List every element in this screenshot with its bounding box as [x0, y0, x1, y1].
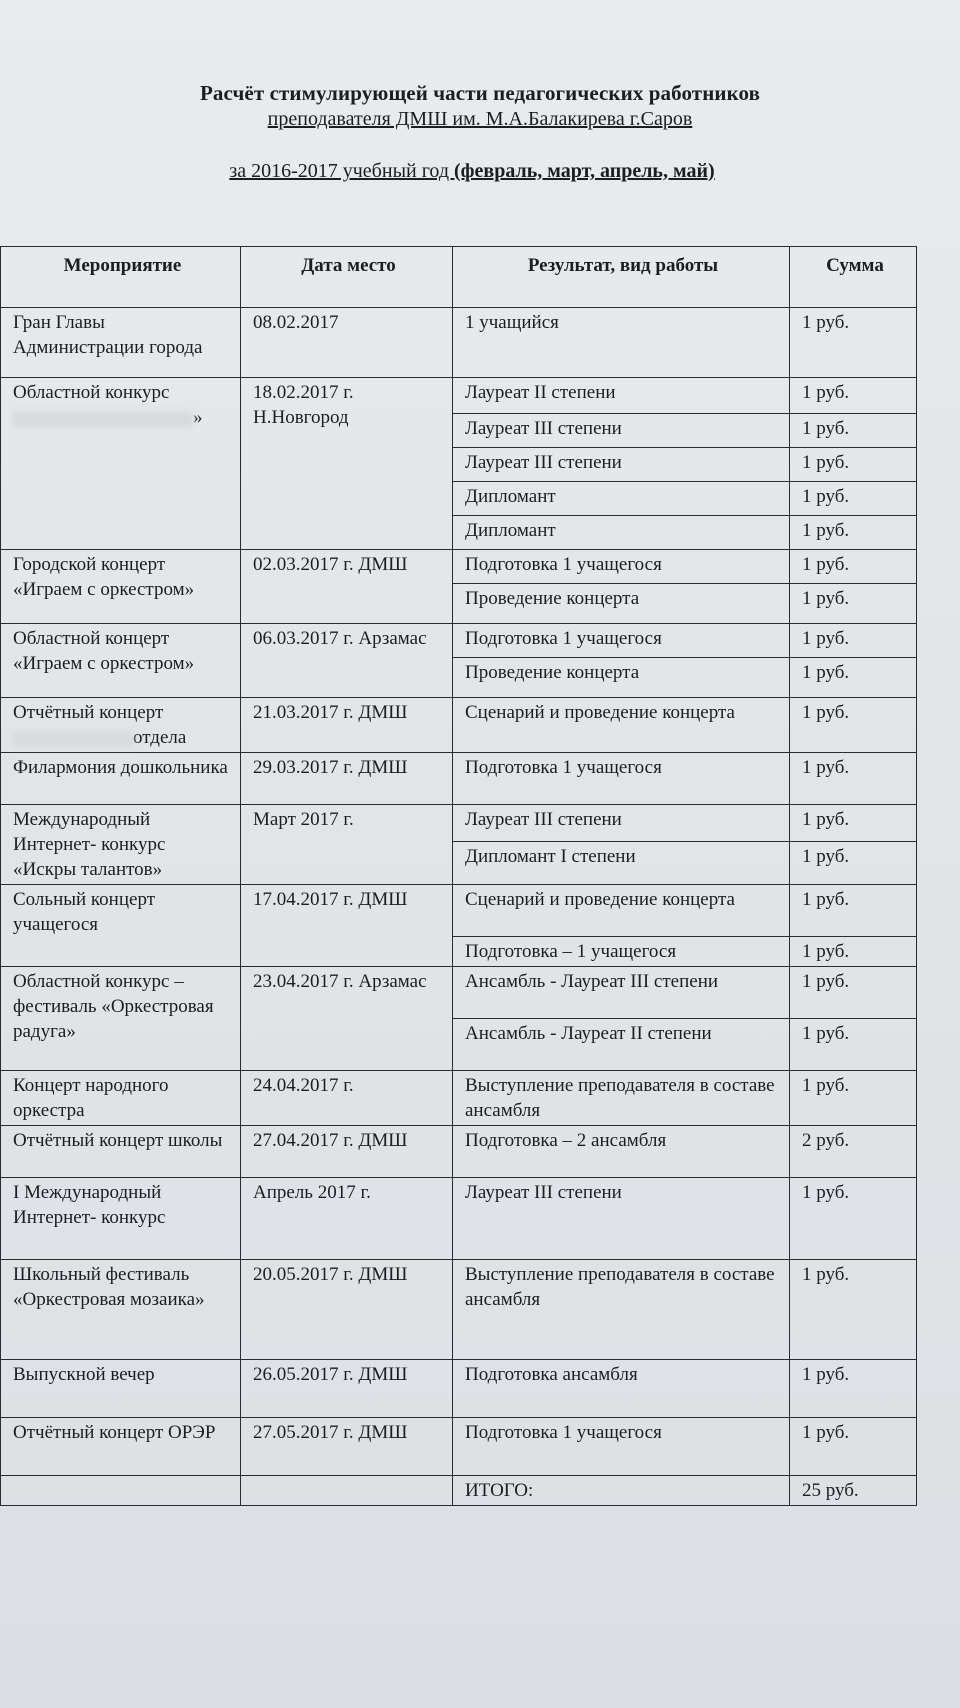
result-text: Подготовка – 2 ансамбля — [453, 1126, 790, 1178]
event-name-cell — [1, 698, 241, 753]
result-text: 1 учащийся — [453, 308, 790, 378]
event-date: 02.03.2017 г. ДМШ — [241, 550, 453, 624]
total-label: ИТОГО: — [453, 1476, 790, 1506]
result-text: Проведение концерта — [453, 584, 790, 624]
document-header — [0, 80, 960, 184]
result-sum: 1 руб. — [790, 937, 917, 967]
result-text: Лауреат III степени — [453, 805, 790, 842]
result-sum: 1 руб. — [790, 1071, 917, 1126]
result-text: Подготовка 1 учащегося — [453, 550, 790, 584]
event-name: Городской концерт «Играем с оркестром» — [13, 554, 195, 600]
table-row — [1, 753, 917, 805]
document-subtitle: преподавателя ДМШ им. М.А.Балакирева г.Саров — [267, 108, 693, 130]
result-text: Лауреат III степени — [453, 1178, 790, 1260]
event-name-cell — [1, 885, 241, 967]
column-header-event: Мероприятие — [1, 247, 241, 308]
event-name-cell — [1, 1071, 241, 1126]
event-name: Выпускной вечер — [13, 1364, 155, 1385]
table-row — [1, 550, 917, 584]
table-row — [1, 624, 917, 658]
result-sum: 1 руб. — [790, 1360, 917, 1418]
result-sum: 1 руб. — [790, 841, 917, 884]
result-sum: 1 руб. — [790, 308, 917, 378]
table-row — [1, 1418, 917, 1476]
result-text: Сценарий и проведение концерта — [453, 698, 790, 753]
event-name-cell — [1, 1360, 241, 1418]
event-date: 17.04.2017 г. ДМШ — [241, 885, 453, 967]
event-date: 08.02.2017 — [241, 308, 453, 378]
table-row — [1, 1071, 917, 1126]
result-text: Подготовка ансамбля — [453, 1360, 790, 1418]
result-sum: 1 руб. — [790, 1178, 917, 1260]
event-name-cell — [1, 624, 241, 698]
result-text: Выступление преподавателя в составе ансамбля — [453, 1071, 790, 1126]
period-prefix: за 2016-2017 учебный год — [229, 160, 455, 182]
event-date: 21.03.2017 г. ДМШ — [241, 698, 453, 753]
column-header-sum: Сумма — [790, 247, 917, 308]
event-name: I Международный Интернет- конкурс — [13, 1182, 166, 1228]
result-text: Дипломант I степени — [453, 841, 790, 884]
event-name-cell — [1, 1178, 241, 1260]
result-sum: 1 руб. — [790, 658, 917, 698]
event-date: Март 2017 г. — [241, 805, 453, 885]
table-row — [1, 885, 917, 937]
total-sum: 25 руб. — [790, 1476, 917, 1506]
table-row — [1, 1260, 917, 1360]
total-row — [1, 1476, 917, 1506]
event-date: 23.04.2017 г. Арзамас — [241, 967, 453, 1071]
event-name: Отчётный концерт школы — [13, 1130, 223, 1151]
result-sum: 1 руб. — [790, 516, 917, 550]
result-text: Сценарий и проведение концерта — [453, 885, 790, 937]
result-text: Лауреат II степени — [453, 378, 790, 414]
table-row — [1, 308, 917, 378]
event-name: Гран Главы Администрации города — [13, 312, 203, 358]
event-date: 18.02.2017 г. Н.Новгород — [241, 378, 453, 550]
result-sum: 1 руб. — [790, 1260, 917, 1360]
result-text: Подготовка – 1 учащегося — [453, 937, 790, 967]
event-date: 20.05.2017 г. ДМШ — [241, 1260, 453, 1360]
result-text: Дипломант — [453, 516, 790, 550]
result-sum: 1 руб. — [790, 584, 917, 624]
redacted-text — [13, 411, 193, 427]
result-text: Подготовка 1 учащегося — [453, 753, 790, 805]
event-name: Областной конкурс — [13, 382, 170, 403]
event-name: Отчётный концерт — [13, 702, 164, 723]
event-date: 29.03.2017 г. ДМШ — [241, 753, 453, 805]
event-name: Школьный фестиваль «Оркестровая мозаика» — [13, 1264, 205, 1310]
table-row — [1, 967, 917, 1019]
total-spacer — [1, 1476, 241, 1506]
result-text: Ансамбль - Лауреат III степени — [453, 967, 790, 1019]
document-title: Расчёт стимулирующей части педагогических работников — [199, 81, 761, 105]
event-name-cell — [1, 753, 241, 805]
redacted-text — [13, 731, 133, 747]
table-row — [1, 1360, 917, 1418]
result-text: Лауреат III степени — [453, 414, 790, 448]
result-sum: 1 руб. — [790, 805, 917, 842]
event-date: Апрель 2017 г. — [241, 1178, 453, 1260]
period-months: (февраль, март, апрель, май) — [454, 160, 715, 182]
column-header-result: Результат, вид работы — [453, 247, 790, 308]
table-row — [1, 1126, 917, 1178]
event-date: 24.04.2017 г. — [241, 1071, 453, 1126]
result-sum: 1 руб. — [790, 753, 917, 805]
result-text: Лауреат III степени — [453, 448, 790, 482]
result-sum: 1 руб. — [790, 550, 917, 584]
column-header-date: Дата место — [241, 247, 453, 308]
result-sum: 1 руб. — [790, 1418, 917, 1476]
result-text: Подготовка 1 учащегося — [453, 1418, 790, 1476]
result-text: Ансамбль - Лауреат II степени — [453, 1019, 790, 1071]
result-sum: 1 руб. — [790, 1019, 917, 1071]
event-name-cell — [1, 1418, 241, 1476]
table-row — [1, 1178, 917, 1260]
table-row — [1, 378, 917, 414]
event-date: 27.04.2017 г. ДМШ — [241, 1126, 453, 1178]
event-name-cell — [1, 1260, 241, 1360]
result-text: Подготовка 1 учащегося — [453, 624, 790, 658]
event-date: 06.03.2017 г. Арзамас — [241, 624, 453, 698]
event-name-cell — [1, 550, 241, 624]
event-date: 26.05.2017 г. ДМШ — [241, 1360, 453, 1418]
result-sum: 1 руб. — [790, 967, 917, 1019]
event-name-cell — [1, 378, 241, 550]
document-period — [0, 158, 960, 184]
table-row — [1, 698, 917, 753]
event-name-cell — [1, 308, 241, 378]
result-text: Дипломант — [453, 482, 790, 516]
event-date: 27.05.2017 г. ДМШ — [241, 1418, 453, 1476]
result-text: Выступление преподавателя в составе ансамбля — [453, 1260, 790, 1360]
report-body — [1, 308, 917, 1476]
event-name: Филармония дошкольника — [13, 757, 228, 778]
result-sum: 2 руб. — [790, 1126, 917, 1178]
result-sum: 1 руб. — [790, 624, 917, 658]
event-name-cell — [1, 805, 241, 885]
result-sum: 1 руб. — [790, 448, 917, 482]
table-header-row — [1, 247, 917, 308]
event-name: Сольный концерт учащегося — [13, 889, 156, 935]
result-text: Проведение концерта — [453, 658, 790, 698]
event-name-cell — [1, 967, 241, 1071]
result-sum: 1 руб. — [790, 482, 917, 516]
result-sum: 1 руб. — [790, 698, 917, 753]
total-spacer — [241, 1476, 453, 1506]
table-row — [1, 805, 917, 842]
event-name-line2: отдела — [133, 727, 187, 748]
event-name-suffix: » — [193, 407, 203, 428]
event-name: Международный Интернет- конкурс «Искры талантов» — [13, 809, 166, 880]
event-name: Концерт народного оркестра — [13, 1075, 169, 1121]
event-name-cell — [1, 1126, 241, 1178]
report-table — [0, 246, 917, 1506]
result-sum: 1 руб. — [790, 414, 917, 448]
result-sum: 1 руб. — [790, 378, 917, 414]
event-name: Областной конкурс – фестиваль «Оркестровая радуга» — [13, 971, 214, 1042]
event-name: Областной концерт «Играем с оркестром» — [13, 628, 195, 674]
event-name: Отчётный концерт ОРЭР — [13, 1422, 216, 1443]
result-sum: 1 руб. — [790, 885, 917, 937]
